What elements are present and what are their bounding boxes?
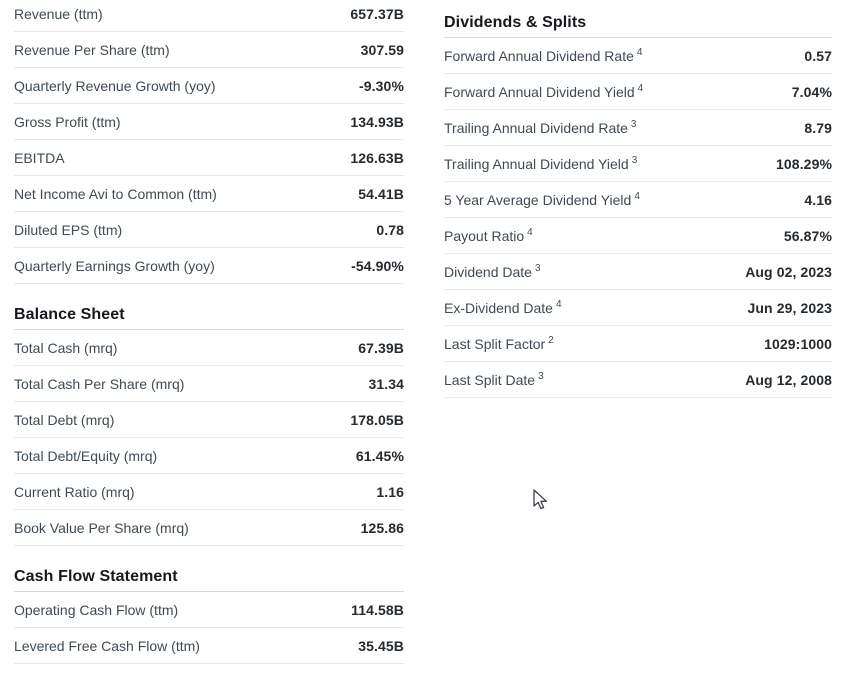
right-column	[444, 0, 832, 398]
footnote-superscript: 3	[534, 262, 541, 274]
left-column	[14, 0, 404, 664]
stat-value: -54.90%	[351, 257, 404, 274]
stat-value: 67.39B	[358, 339, 404, 356]
table-row	[14, 510, 404, 546]
stat-value: 0.57	[804, 47, 832, 64]
table-row	[14, 402, 404, 438]
section-dividends-splits	[444, 14, 832, 398]
stat-value: 35.45B	[358, 637, 404, 654]
table-row	[14, 366, 404, 402]
table-row	[444, 254, 832, 290]
stat-label: Trailing Annual Dividend Rate $^3$	[444, 118, 637, 136]
table-row	[444, 38, 832, 74]
table-row	[14, 628, 404, 664]
stat-label: Payout Ratio $^4$	[444, 226, 533, 244]
stat-label: Quarterly Earnings Growth (yoy)	[14, 257, 215, 274]
stat-value: 7.04%	[791, 83, 832, 100]
stat-label: Total Debt/Equity (mrq)	[14, 447, 158, 464]
stat-label: Current Ratio (mrq)	[14, 483, 135, 500]
table-row	[444, 218, 832, 254]
table-row	[14, 104, 404, 140]
stat-label: Diluted EPS (ttm)	[14, 221, 123, 238]
stat-value: 657.37B	[350, 5, 404, 22]
footnote-superscript: 4	[634, 190, 640, 202]
stat-value: 0.78	[376, 221, 404, 238]
footnote-superscript: 2	[548, 334, 554, 346]
section-title-balance-sheet: Balance Sheet	[14, 306, 404, 330]
stat-value: -9.30%	[359, 77, 404, 94]
footnote-superscript: 4	[636, 46, 643, 58]
table-row	[14, 176, 404, 212]
table-row	[444, 110, 832, 146]
stat-value: 178.05B	[350, 411, 404, 428]
table-row	[14, 0, 404, 32]
stat-label: Net Income Avi to Common (ttm)	[14, 185, 217, 202]
stat-label: EBITDA	[14, 149, 65, 166]
footnote-superscript: 4	[527, 226, 533, 238]
table-row	[14, 438, 404, 474]
stat-value: 134.93B	[350, 113, 404, 130]
section-income-statement	[14, 0, 404, 284]
table-row	[14, 212, 404, 248]
stat-value: 54.41B	[358, 185, 404, 202]
stat-value: 1.16	[376, 483, 404, 500]
stat-value: 56.87%	[783, 227, 832, 244]
table-row	[14, 32, 404, 68]
table-row	[444, 182, 832, 218]
table-row	[14, 248, 404, 284]
stat-label: Total Cash (mrq)	[14, 339, 118, 356]
stat-label: Forward Annual Dividend Yield $^4$	[444, 82, 644, 100]
table-row	[14, 140, 404, 176]
stat-label: Trailing Annual Dividend Yield $^3$	[444, 154, 638, 172]
footnote-superscript: 3	[631, 154, 638, 166]
stat-label: Book Value Per Share (mrq)	[14, 519, 189, 536]
section-title-cash-flow: Cash Flow Statement	[14, 568, 404, 592]
footnote-superscript: 4	[637, 82, 644, 94]
stat-label: Last Split Factor $^2$	[444, 334, 554, 352]
section-balance-sheet	[14, 306, 404, 546]
stat-value: 126.63B	[350, 149, 404, 166]
stat-label: Revenue (ttm)	[14, 5, 103, 22]
table-row	[444, 326, 832, 362]
table-row	[444, 362, 832, 398]
stat-label: 5 Year Average Dividend Yield $^4$	[444, 190, 640, 208]
stat-value: 125.86	[360, 519, 404, 536]
stat-value: Jun 29, 2023	[747, 299, 832, 316]
footnote-superscript: 4	[555, 298, 562, 310]
stat-value: 307.59	[360, 41, 404, 58]
stat-label: Total Debt (mrq)	[14, 411, 115, 428]
stat-label: Gross Profit (ttm)	[14, 113, 121, 130]
footnote-superscript: 3	[630, 118, 637, 130]
stat-value: 108.29%	[776, 155, 832, 172]
stat-label: Dividend Date $^3$	[444, 262, 541, 280]
table-row	[444, 146, 832, 182]
table-row	[14, 474, 404, 510]
stat-value: Aug 02, 2023	[745, 263, 832, 280]
stat-value: Aug 12, 2008	[745, 371, 832, 388]
stat-value: 61.45%	[355, 447, 404, 464]
stat-label: Quarterly Revenue Growth (yoy)	[14, 77, 216, 94]
stat-label: Ex-Dividend Date $^4$	[444, 298, 562, 316]
stat-value: 1029:1000	[764, 335, 832, 352]
stat-label: Revenue Per Share (ttm)	[14, 41, 170, 58]
table-row	[14, 592, 404, 628]
stat-label: Operating Cash Flow (ttm)	[14, 601, 179, 618]
stat-label: Levered Free Cash Flow (ttm)	[14, 637, 200, 654]
footnote-superscript: 3	[538, 370, 544, 382]
stat-value: 8.79	[804, 119, 832, 136]
table-row	[444, 290, 832, 326]
table-row	[444, 74, 832, 110]
table-row	[14, 330, 404, 366]
section-cash-flow-statement	[14, 568, 404, 664]
stat-value: 4.16	[804, 191, 832, 208]
stat-label: Last Split Date $^3$	[444, 370, 544, 388]
stat-value: 114.58B	[351, 601, 404, 618]
stat-label: Total Cash Per Share (mrq)	[14, 375, 185, 392]
section-title-dividends-splits: Dividends & Splits	[444, 14, 832, 38]
stat-value: 31.34	[368, 375, 404, 392]
table-row	[14, 68, 404, 104]
stat-label: Forward Annual Dividend Rate $^4$	[444, 46, 643, 64]
